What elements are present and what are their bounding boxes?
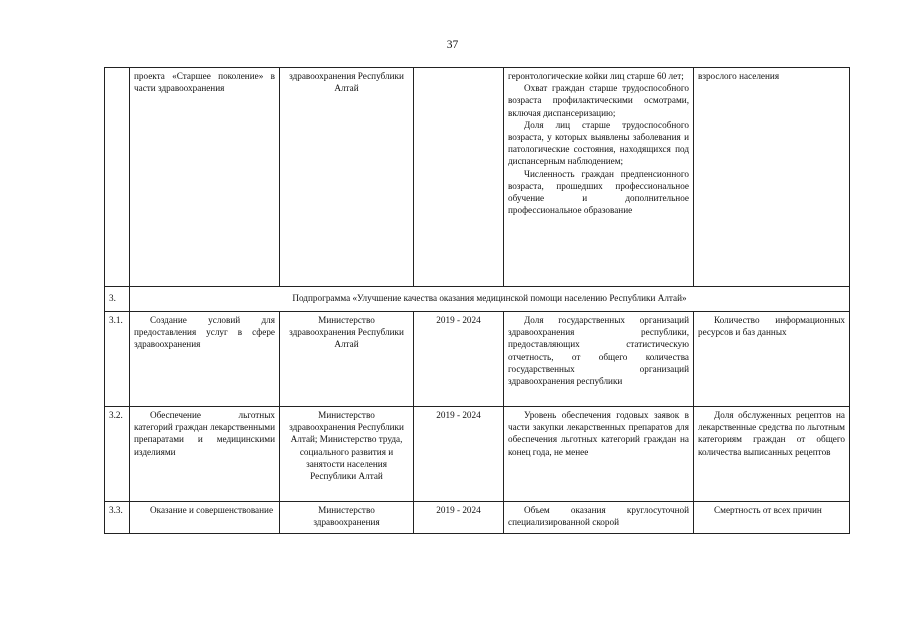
cell-executor: здравоохранения Республики Алтай bbox=[280, 68, 414, 287]
indicator-text: Численность граждан предпенсионного возраста, прошедших профессиональное обучение и дополнительное профессиональное образование bbox=[508, 168, 689, 216]
cell-num: 3.3. bbox=[105, 502, 130, 534]
table-row bbox=[105, 68, 850, 287]
cell-name: Создание условий для предоставления услуг в сфере здравоохранения bbox=[130, 312, 280, 407]
cell-result: Доля обслуженных рецептов на лекарственные средства по льготным категориям граждан от общего количества выписанных рецептов bbox=[694, 407, 850, 502]
cell-period: 2019 - 2024 bbox=[414, 502, 504, 534]
table-row bbox=[105, 502, 850, 534]
cell-executor: Министерство здравоохранения bbox=[280, 502, 414, 534]
cell-result: Количество информационных ресурсов и баз данных bbox=[694, 312, 850, 407]
cell-name: Оказание и совершенствование bbox=[130, 502, 280, 534]
indicator-text: Доля лиц старше трудоспособного возраста, у которых выявлены заболевания и патологические состояния, находящихся под диспансерным наблюдением; bbox=[508, 119, 689, 167]
table-row bbox=[105, 407, 850, 502]
cell-period: 2019 - 2024 bbox=[414, 312, 504, 407]
cell-indicator: Уровень обеспечения годовых заявок в части закупки лекарственных препаратов для обеспечения льготных категорий граждан на конец года, не менее bbox=[504, 407, 694, 502]
indicator-text: геронтологические койки лиц старше 60 лет; bbox=[508, 71, 684, 81]
cell-period bbox=[414, 68, 504, 287]
table-row bbox=[105, 312, 850, 407]
subprogram-row bbox=[105, 287, 850, 312]
cell-result: Смертность от всех причин bbox=[694, 502, 850, 534]
cell-indicator: Объем оказания круглосуточной специализированной скорой bbox=[504, 502, 694, 534]
indicator-text: Охват граждан старше трудоспособного возраста профилактическими осмотрами, включая диспансеризацию; bbox=[508, 83, 689, 118]
cell-indicator bbox=[504, 68, 694, 287]
cell-indicator: Доля государственных организаций здравоохранения республики, предоставляющих статистическую отчетность, от общего количества государственных организаций здравоохранения республики bbox=[504, 312, 694, 407]
cell-num: 3.1. bbox=[105, 312, 130, 407]
cell-period: 2019 - 2024 bbox=[414, 407, 504, 502]
cell-num: 3.2. bbox=[105, 407, 130, 502]
cell-name: проекта «Старшее поколение» в части здравоохранения bbox=[130, 68, 280, 287]
cell-executor: Министерство здравоохранения Республики Алтай bbox=[280, 312, 414, 407]
page-number: 37 bbox=[446, 39, 459, 51]
cell-result: взрослого населения bbox=[694, 68, 850, 287]
program-table bbox=[104, 67, 850, 534]
cell-num: 3. bbox=[105, 287, 130, 312]
cell-name: Обеспечение льготных категорий граждан лекарственными препаратами и медицинскими изделиями bbox=[130, 407, 280, 502]
subprogram-title: Подпрограмма «Улучшение качества оказания медицинской помощи населению Республики Алтай» bbox=[130, 287, 850, 312]
cell-executor: Министерство здравоохранения Республики Алтай; Министерство труда, социального развития и занятости населения Республики Алтай bbox=[280, 407, 414, 502]
cell-num bbox=[105, 68, 130, 287]
